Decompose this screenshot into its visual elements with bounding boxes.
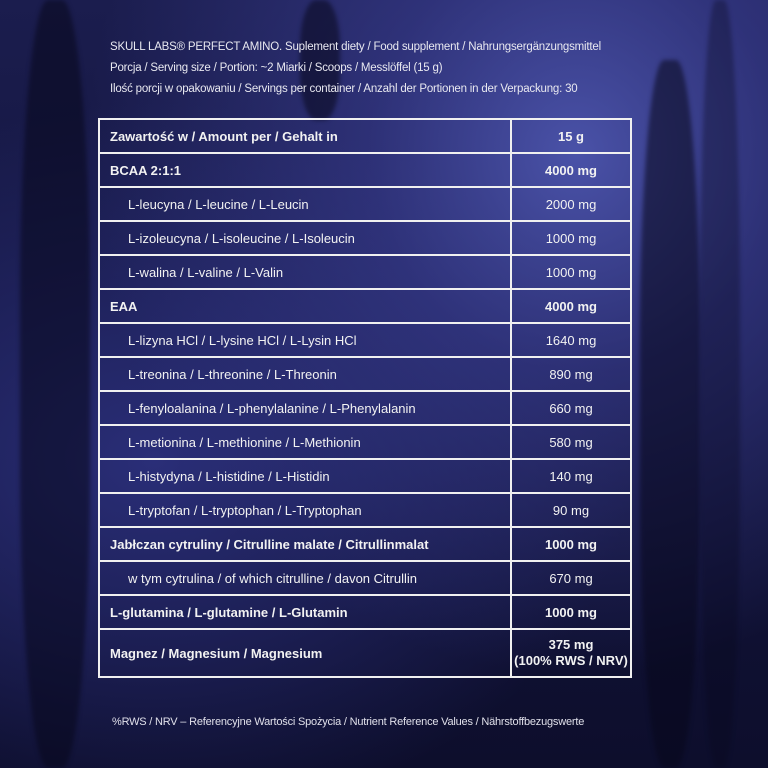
row-label: L-treonina / L-threonine / L-Threonin	[99, 357, 511, 391]
table-row	[99, 595, 631, 629]
row-label: L-metionina / L-methionine / L-Methionin	[99, 425, 511, 459]
row-value: 4000 mg	[511, 153, 631, 187]
table-header-row	[99, 119, 631, 153]
header-value: 15 g	[511, 119, 631, 153]
row-label: L-lizyna HCl / L-lysine HCl / L-Lysin HCl	[99, 323, 511, 357]
row-value-nrv: (100% RWS / NRV)	[514, 653, 628, 668]
table-row	[99, 187, 631, 221]
footnote: %RWS / NRV – Referencyjne Wartości Spożycia / Nutrient Reference Values / Nährstoffbezugswerte	[112, 716, 585, 728]
row-value: 1640 mg	[511, 323, 631, 357]
row-value: 1000 mg	[511, 255, 631, 289]
header-label: Zawartość w / Amount per / Gehalt in	[99, 119, 511, 153]
row-value: 2000 mg	[511, 187, 631, 221]
row-value: 890 mg	[511, 357, 631, 391]
table-row	[99, 221, 631, 255]
row-value	[511, 629, 631, 677]
row-label: L-fenyloalanina / L-phenylalanine / L-Phenylalanin	[99, 391, 511, 425]
row-label: Magnez / Magnesium / Magnesium	[99, 629, 511, 677]
row-value: 660 mg	[511, 391, 631, 425]
row-value: 670 mg	[511, 561, 631, 595]
row-value: 1000 mg	[511, 527, 631, 561]
table-row	[99, 153, 631, 187]
row-value: 4000 mg	[511, 289, 631, 323]
nutrition-table	[98, 118, 632, 678]
table-row	[99, 357, 631, 391]
table-row	[99, 391, 631, 425]
row-value: 1000 mg	[511, 221, 631, 255]
table-row	[99, 629, 631, 677]
table-row	[99, 493, 631, 527]
row-label: L-glutamina / L-glutamine / L-Glutamin	[99, 595, 511, 629]
row-label: BCAA 2:1:1	[99, 153, 511, 187]
row-label: L-walina / L-valine / L-Valin	[99, 255, 511, 289]
row-value-main: 375 mg	[548, 637, 594, 652]
servings-per-container-line: Ilość porcji w opakowaniu / Servings per container / Anzahl der Portionen in der Verpackung: 30	[110, 83, 578, 95]
table-row	[99, 459, 631, 493]
row-value: 140 mg	[511, 459, 631, 493]
row-label: L-izoleucyna / L-isoleucine / L-Isoleucin	[99, 221, 511, 255]
table-row	[99, 425, 631, 459]
product-header	[110, 37, 670, 100]
row-label: EAA	[99, 289, 511, 323]
row-label: L-leucyna / L-leucine / L-Leucin	[99, 187, 511, 221]
row-label: Jabłczan cytruliny / Citrulline malate / Citrullinmalat	[99, 527, 511, 561]
row-label: L-histydyna / L-histidine / L-Histidin	[99, 459, 511, 493]
row-value: 90 mg	[511, 493, 631, 527]
row-label: w tym cytrulina / of which citrulline / davon Citrullin	[99, 561, 511, 595]
table-row	[99, 527, 631, 561]
row-value: 1000 mg	[511, 595, 631, 629]
table-row	[99, 561, 631, 595]
table-row	[99, 323, 631, 357]
row-value: 580 mg	[511, 425, 631, 459]
table-row	[99, 255, 631, 289]
row-label: L-tryptofan / L-tryptophan / L-Tryptophan	[99, 493, 511, 527]
serving-size-line: Porcja / Serving size / Portion: ~2 Miarki / Scoops / Messlöffel (15 g)	[110, 62, 443, 74]
table-row	[99, 289, 631, 323]
product-title-line: SKULL LABS® PERFECT AMINO. Suplement diety / Food supplement / Nahrungsergänzungsmittel	[110, 41, 601, 53]
